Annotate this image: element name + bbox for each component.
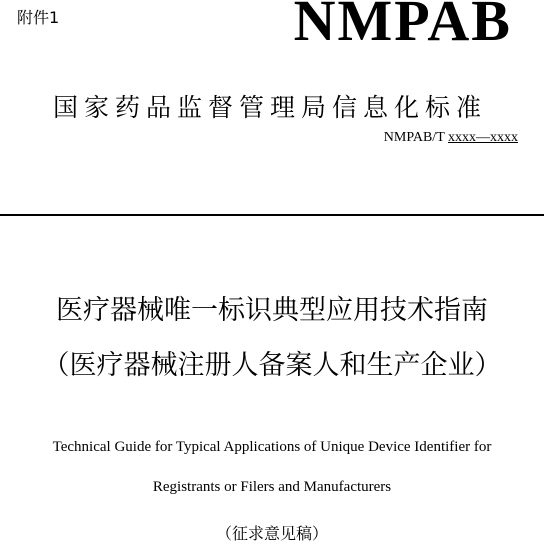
standard-code [384, 130, 518, 146]
nmpab-logo: NMPAB [293, 0, 512, 53]
english-title-line1: Technical Guide for Typical Applications of Unique Device Identifier for [52, 439, 492, 455]
standard-code-year: xxxx [490, 130, 518, 145]
standard-code-separator: — [476, 130, 490, 145]
document-title-line1: 医疗器械唯一标识典型应用技术指南 [56, 295, 488, 326]
standard-code-prefix: NMPAB/T [383, 130, 448, 145]
standard-code-number: xxxx [448, 130, 476, 145]
draft-note: （征求意见稿） [215, 524, 328, 543]
organization-name: 国家药品监督管理局信息化标准 [52, 93, 487, 122]
english-title-line2: Registrants or Filers and Manufacturers [152, 479, 392, 495]
document-title-line2: （医疗器械注册人备案人和生产企业） [42, 350, 502, 381]
attachment-label: 附件1 [17, 8, 60, 27]
header-divider [0, 214, 544, 216]
